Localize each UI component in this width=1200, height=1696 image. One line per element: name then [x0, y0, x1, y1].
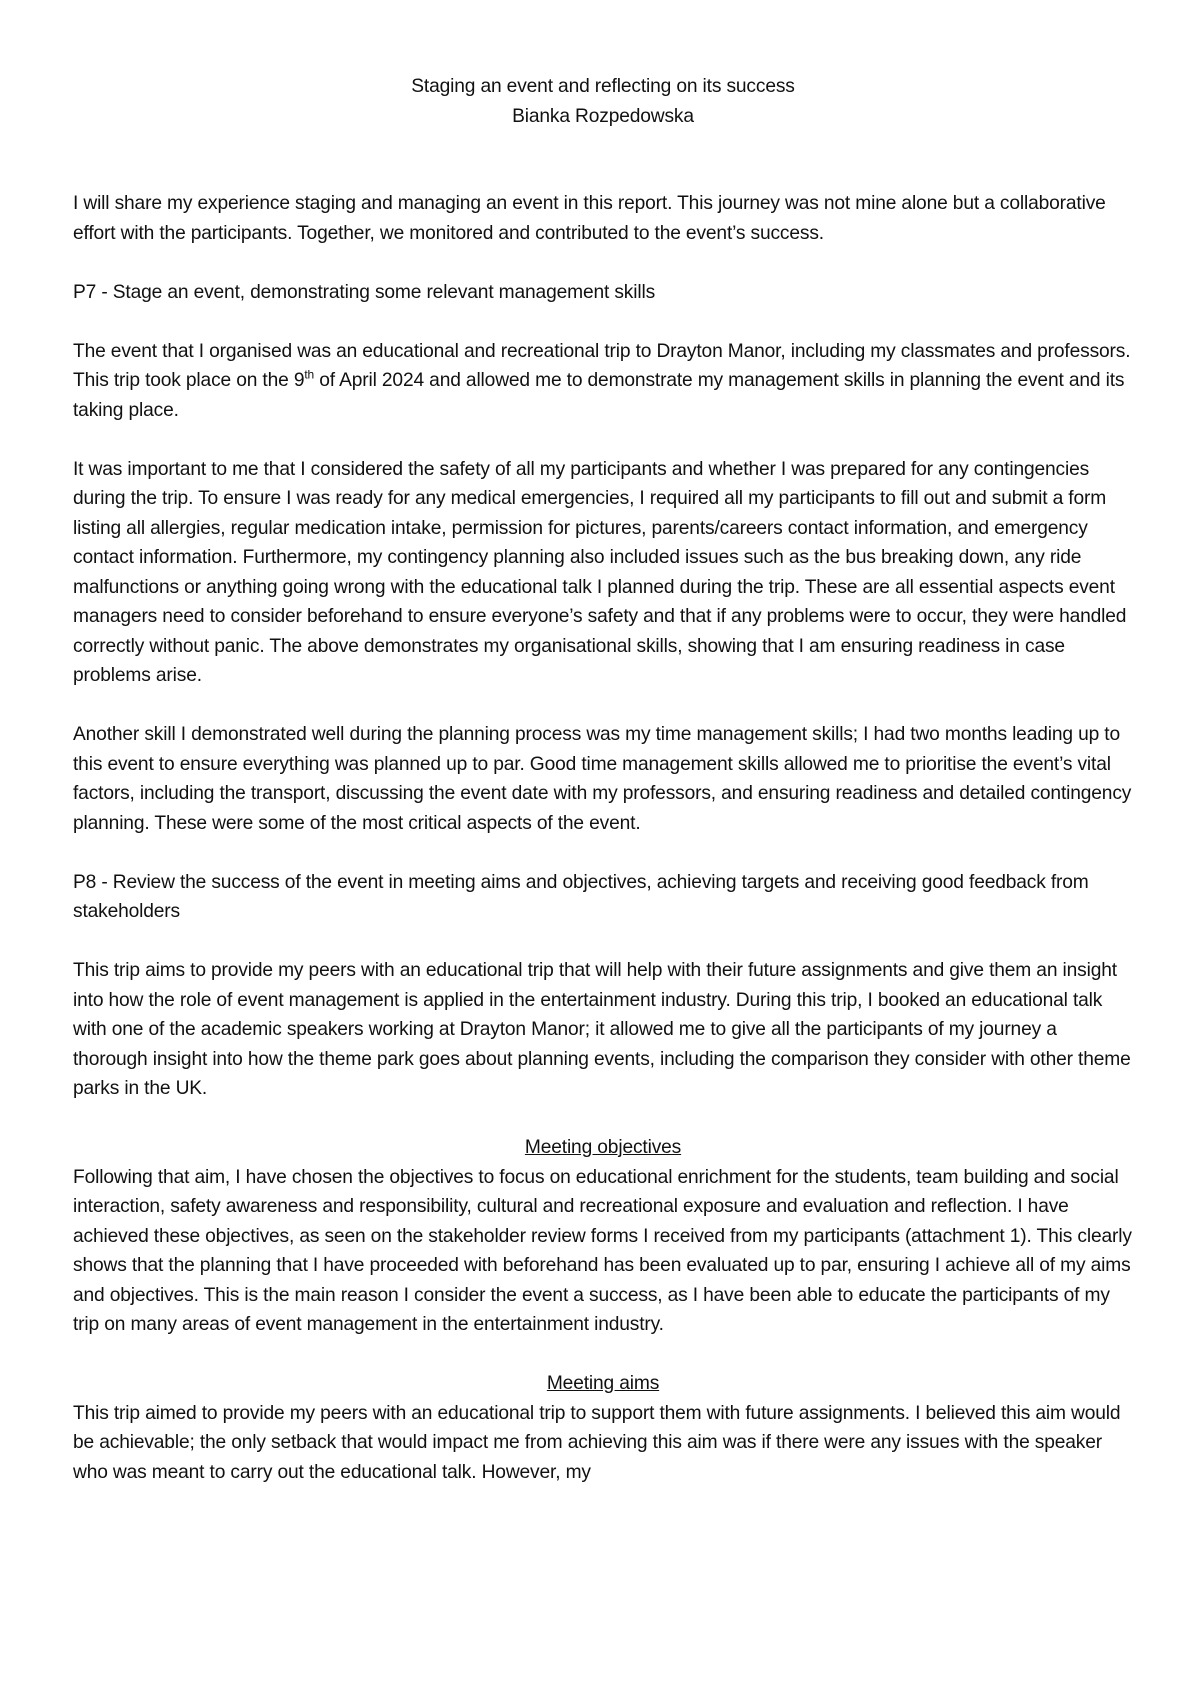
document-title: Staging an event and reflecting on its success: [411, 76, 795, 97]
intro-paragraph: I will share my experience staging and managing an event in this report. This journey was not mine alone but a collaborative effort with the participants. Together, we monitored and contributed to the event’s success.: [73, 193, 1106, 244]
p7-paragraph-1: [73, 337, 1133, 426]
objectives-heading: Meeting objectives: [524, 1137, 682, 1158]
p8-paragraph-1: This trip aims to provide my peers with an educational trip that will help with their future assignments and give them an insight into how the role of event management is applied in the entertainment industry. During this trip, I booked an educational talk with one of the academic speakers working at Drayton Manor; it allowed me to give all the participants of my journey a thorough insight into how the theme park goes about planning events, including the comparison they consider with other theme parks in the UK.: [73, 960, 1131, 1099]
date-ordinal-suffix: th: [304, 367, 315, 382]
aims-paragraph: This trip aimed to provide my peers with an educational trip to support them with future assignments. I believed this aim would be achievable; the only setback that would impact me from achieving this aim was if there were any issues with the speaker who was meant to carry out the educational talk. However, my: [73, 1402, 1121, 1483]
objectives-paragraph: Following that aim, I have chosen the objectives to focus on educational enrichment for the students, team building and social interaction, safety awareness and responsibility, cultural and recreational exposure and evaluation and reflection. I have achieved these objectives, as seen on the stakeholder review forms I received from my participants (attachment 1). This clearly shows that the planning that I have proceeded with beforehand has been evaluated up to par, ensuring I achieve all of my aims and objectives. This is the main reason I consider the event a success, as I have been able to educate the participants of my trip on many areas of event management in the entertainment industry.: [73, 1166, 1132, 1335]
document-page: [73, 72, 1133, 1487]
p7-heading: P7 - Stage an event, demonstrating some relevant management skills: [73, 281, 656, 303]
p8-heading: P8 - Review the success of the event in meeting aims and objectives, achieving targets and receiving good feedback from stakeholders: [73, 871, 1089, 922]
p7-paragraph-1-text-b: of April 2024 and allowed me to demonstrate my management skills in planning the event and its taking place.: [73, 370, 1125, 421]
p7-paragraph-3: Another skill I demonstrated well during the planning process was my time management skills; I had two months leading up to this event to ensure everything was planned up to par. Good time management skills allowed me to prioritise the event’s vital factors, including the transport, discussing the event date with my professors, and ensuring readiness and detailed contingency planning. These were some of the most critical aspects of the event.: [73, 724, 1132, 834]
p7-paragraph-2: It was important to me that I considered the safety of all my participants and whether I was prepared for any contingencies during the trip. To ensure I was ready for any medical emergencies, I required all my participants to fill out and submit a form listing all allergies, regular medication intake, permission for pictures, parents/careers contact information, and emergency contact information. Furthermore, my contingency planning also included issues such as the bus breaking down, any ride malfunctions or anything going wrong with the educational talk I planned during the trip. These are all essential aspects event managers need to consider beforehand to ensure everyone’s safety and that if any problems were to occur, they were handled correctly without panic. The above demonstrates my organisational skills, showing that I am ensuring readiness in case problems arise.: [73, 458, 1127, 686]
p7-paragraph-1-text-a: The event that I organised was an educational and recreational trip to Drayton Manor, including my classmates and professors. This trip took place on the 9: [73, 340, 1131, 391]
aims-heading: Meeting aims: [546, 1373, 660, 1394]
document-author: Bianka Rozpedowska: [512, 105, 694, 127]
title-block: [73, 72, 1133, 131]
